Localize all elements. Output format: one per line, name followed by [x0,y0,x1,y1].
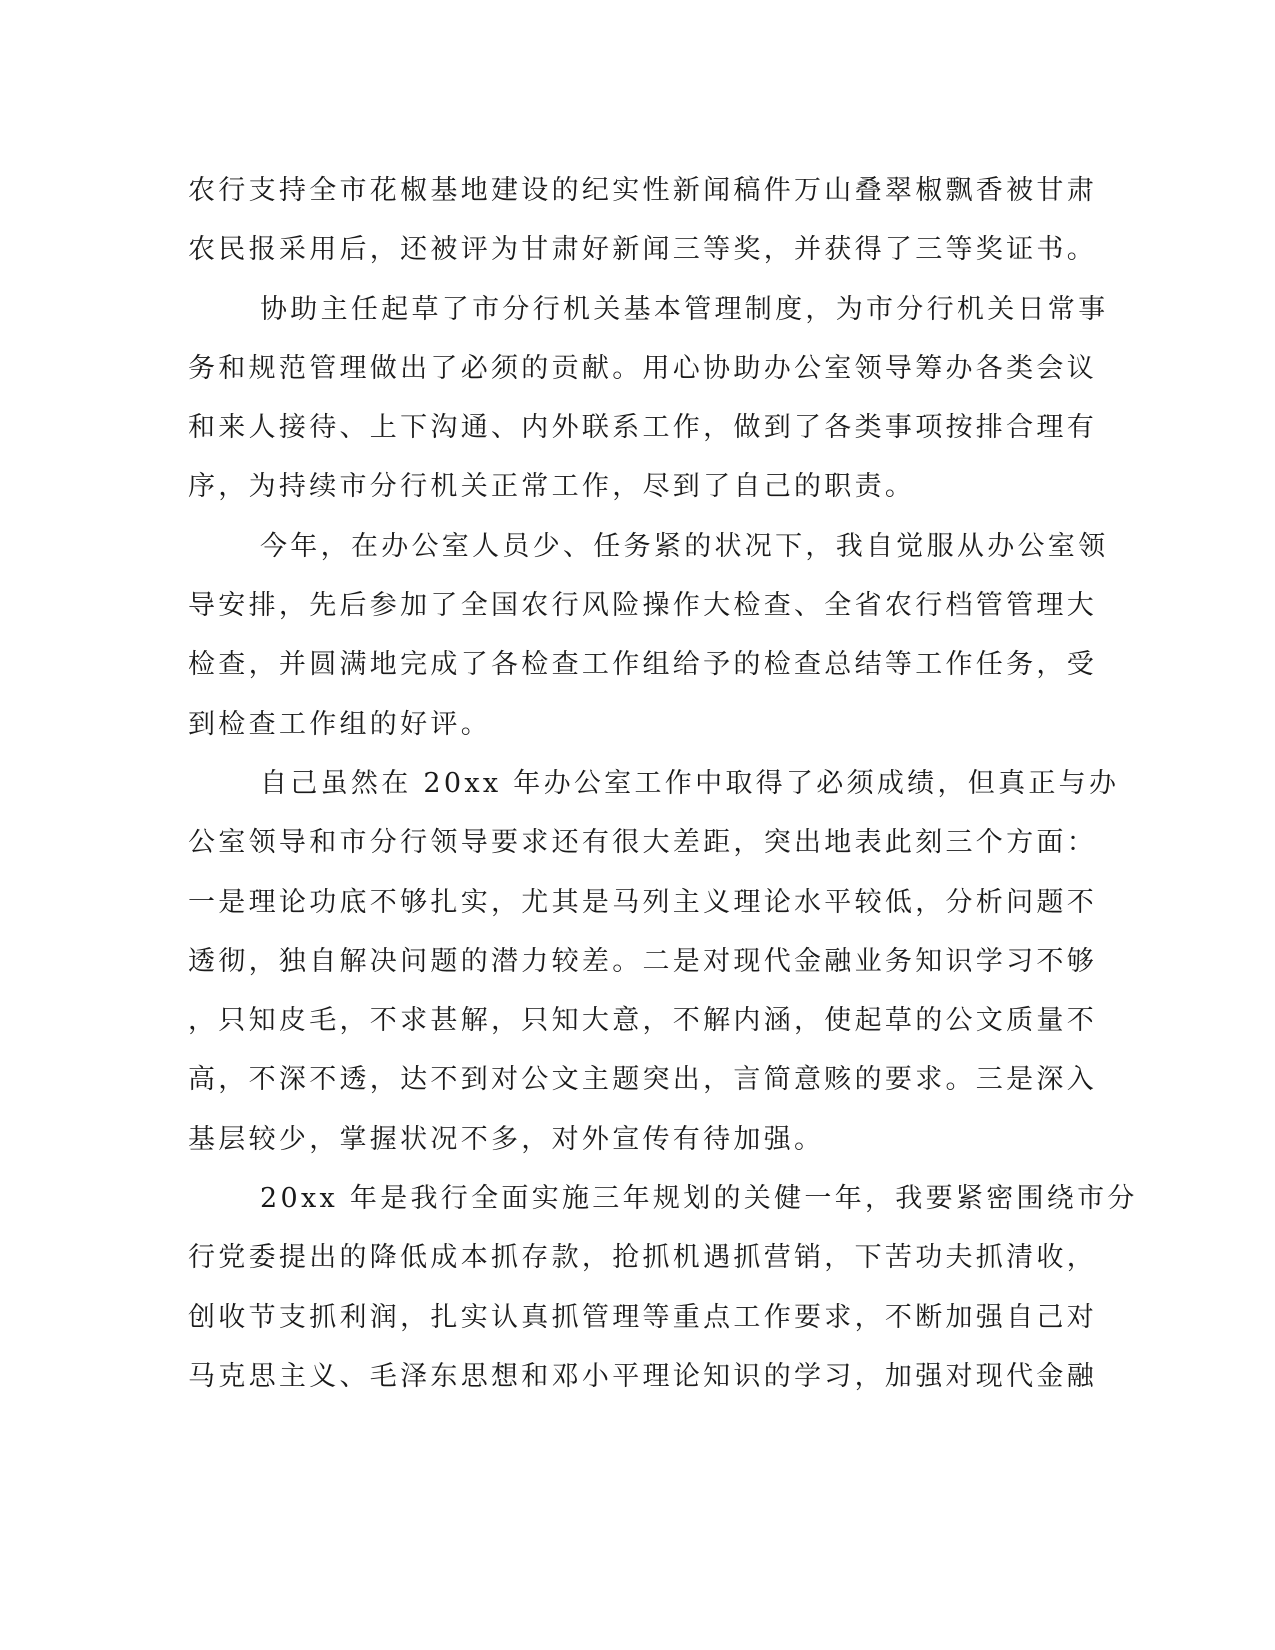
text-line: ，只知皮毛，不求甚解，只知大意，不解内涵，使起草的公文质量不 [188,1005,1097,1037]
paragraph-start-line: 协助主任起草了市分行机关基本管理制度，为市分行机关日常事 [260,293,1109,325]
paragraph-start-line: 自己虽然在 20xx 年办公室工作中取得了必须成绩，但真正与办 [260,767,1120,799]
text-line: 公室领导和市分行领导要求还有很大差距，突出地表此刻三个方面： [188,827,1097,859]
text-line: 到检查工作组的好评。 [188,708,491,740]
paragraph-start-line: 20xx 年是我行全面实施三年规划的关健一年，我要紧密围绕市分 [260,1183,1138,1215]
body-text [188,161,1138,1406]
text-line: 检查，并圆满地完成了各检查工作组给予的检查总结等工作任务，受 [188,649,1097,681]
text-line: 和来人接待、上下沟通、内外联系工作，做到了各类事项按排合理有 [188,412,1097,444]
text-line: 一是理论功底不够扎实，尤其是马列主义理论水平较低，分析问题不 [188,886,1097,918]
paragraph-start-line: 今年，在办公室人员少、任务紧的状况下，我自觉服从办公室领 [260,530,1109,562]
text-line: 务和规范管理做出了必须的贡献。用心协助办公室领导筹办各类会议 [188,352,1097,384]
text-line: 导安排，先后参加了全国农行风险操作大检查、全省农行档管管理大 [188,590,1097,622]
text-line: 基层较少，掌握状况不多，对外宣传有待加强。 [188,1123,825,1155]
text-line: 高，不深不透，达不到对公文主题突出，言简意赅的要求。三是深入 [188,1064,1097,1096]
text-line: 马克思主义、毛泽东思想和邓小平理论知识的学习，加强对现代金融 [188,1360,1097,1392]
text-line: 透彻，独自解决问题的潜力较差。二是对现代金融业务知识学习不够 [188,945,1097,977]
text-line: 农行支持全市花椒基地建设的纪实性新闻稿件万山叠翠椒飘香被甘肃 [188,175,1097,206]
text-line: 创收节支抓利润，扎实认真抓管理等重点工作要求，不断加强自己对 [188,1301,1097,1333]
text-line: 序，为持续市分行机关正常工作，尽到了自己的职责。 [188,471,916,503]
text-line: 农民报采用后，还被评为甘肃好新闻三等奖，并获得了三等奖证书。 [188,234,1097,266]
text-line: 行党委提出的降低成本抓存款，抢抓机遇抓营销，下苦功夫抓清收， [188,1242,1097,1274]
